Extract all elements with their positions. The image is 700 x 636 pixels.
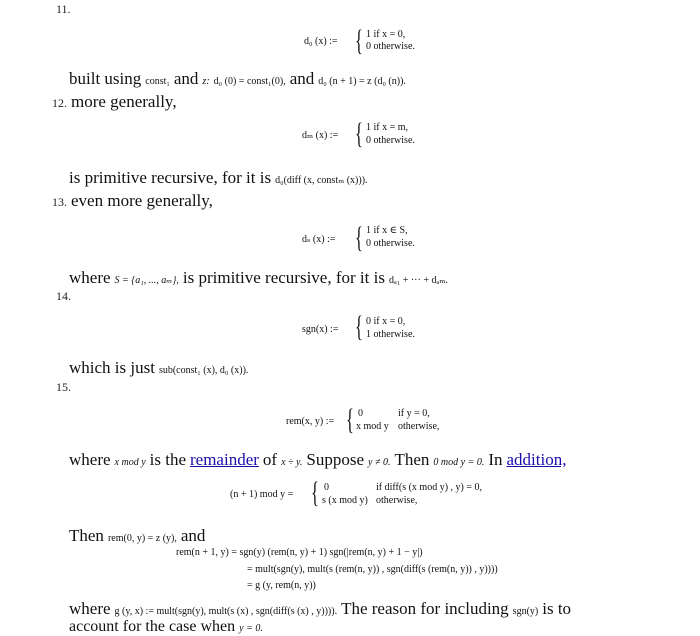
line-remainder: where x mod y is the remainder of x ÷ y. Suppose y ≠ 0. Then 0 mod y = 0. In addition,: [69, 450, 567, 469]
line-account-case: account for the case when y = 0.: [69, 618, 263, 635]
line-then-rem: Then rem(0, y) = z (y), and: [69, 526, 206, 545]
formula-d0-case-2: 0 otherwise.: [366, 41, 415, 52]
formula-dm-case-2: 0 otherwise.: [366, 135, 415, 146]
item-number-15: 15.: [56, 380, 71, 394]
formula-sgn-lhs: sgn(x) :=: [302, 324, 339, 335]
formula-mod-case-1a: 0: [324, 482, 329, 493]
remainder-link[interactable]: remainder: [190, 450, 259, 469]
formula-rem-case-2b: otherwise,: [398, 421, 440, 432]
item-12-line: 12. more generally,: [52, 92, 177, 111]
formula-mod-lhs: (n + 1) mod y =: [230, 489, 294, 500]
formula-mod-case-1b: if diff(s (x mod y) , y) = 0,: [376, 482, 482, 493]
formula-dm-lhs: dₘ (x) :=: [302, 130, 339, 141]
formula-rem-case-1a: 0: [358, 408, 363, 419]
formula-sgn-case-1: 0 if x = 0,: [366, 316, 406, 327]
formula-dm-case-1: 1 if x = m,: [366, 122, 409, 133]
formula-d0-case-1: 1 if x = 0,: [366, 29, 406, 40]
brace: {: [355, 24, 363, 57]
formula-ds-case-1: 1 if x ∈ S,: [366, 225, 408, 236]
addition-link[interactable]: addition,: [506, 450, 567, 469]
formula-ds-lhs: dₛ (x) :=: [302, 234, 336, 245]
line-built-using: built using const₁ and z: d₀ (0) = const₁(0), and d₀ (n + 1) = z (d₀ (n)).: [69, 69, 406, 88]
item-number-11: 11.: [56, 2, 71, 16]
formula-mod-case-2b: otherwise,: [376, 495, 418, 506]
brace: {: [355, 117, 363, 150]
formula-rem-lhs: rem(x, y) :=: [286, 416, 335, 427]
brace: {: [311, 476, 319, 509]
item-number-14: 14.: [56, 289, 71, 303]
equation-line-3: = g (y, rem(n, y)): [247, 580, 316, 591]
formula-rem-case-2a: x mod y: [356, 421, 389, 432]
equation-line-1: rem(n + 1, y) = sgn(y) (rem(n, y) + 1) sgn(|rem(n, y) + 1 − y|): [176, 547, 423, 558]
formula-d0-lhs: d₀ (x) :=: [304, 36, 338, 47]
brace: {: [355, 221, 363, 254]
brace: {: [355, 310, 363, 343]
brace: {: [346, 403, 354, 436]
line-ds-primitive: where S = {a₁, ..., aₘ}, is primitive recursive, for it is dₐ₁ + ··· + dₐₘ.: [69, 268, 448, 287]
formula-ds-case-2: 0 otherwise.: [366, 238, 415, 249]
item-13-line: 13. even more generally,: [52, 191, 213, 210]
equation-line-2: = mult(sgn(y), mult(s (rem(n, y)) , sgn(diff(s (rem(n, y)) , y)))): [247, 564, 498, 575]
formula-rem-case-1b: if y = 0,: [398, 408, 430, 419]
line-where-g: where g (y, x) := mult(sgn(y), mult(s (x) , sgn(diff(s (x) , y)))). The reason for including sgn(y) is to: [69, 599, 572, 618]
formula-mod-case-2a: s (x mod y): [322, 495, 368, 506]
line-dm-primitive: is primitive recursive, for it is d₀(diff (x, constₘ (x))).: [69, 168, 368, 187]
formula-sgn-case-2: 1 otherwise.: [366, 329, 415, 340]
line-sgn-sub: which is just sub(const₁ (x), d₀ (x)).: [69, 358, 249, 377]
